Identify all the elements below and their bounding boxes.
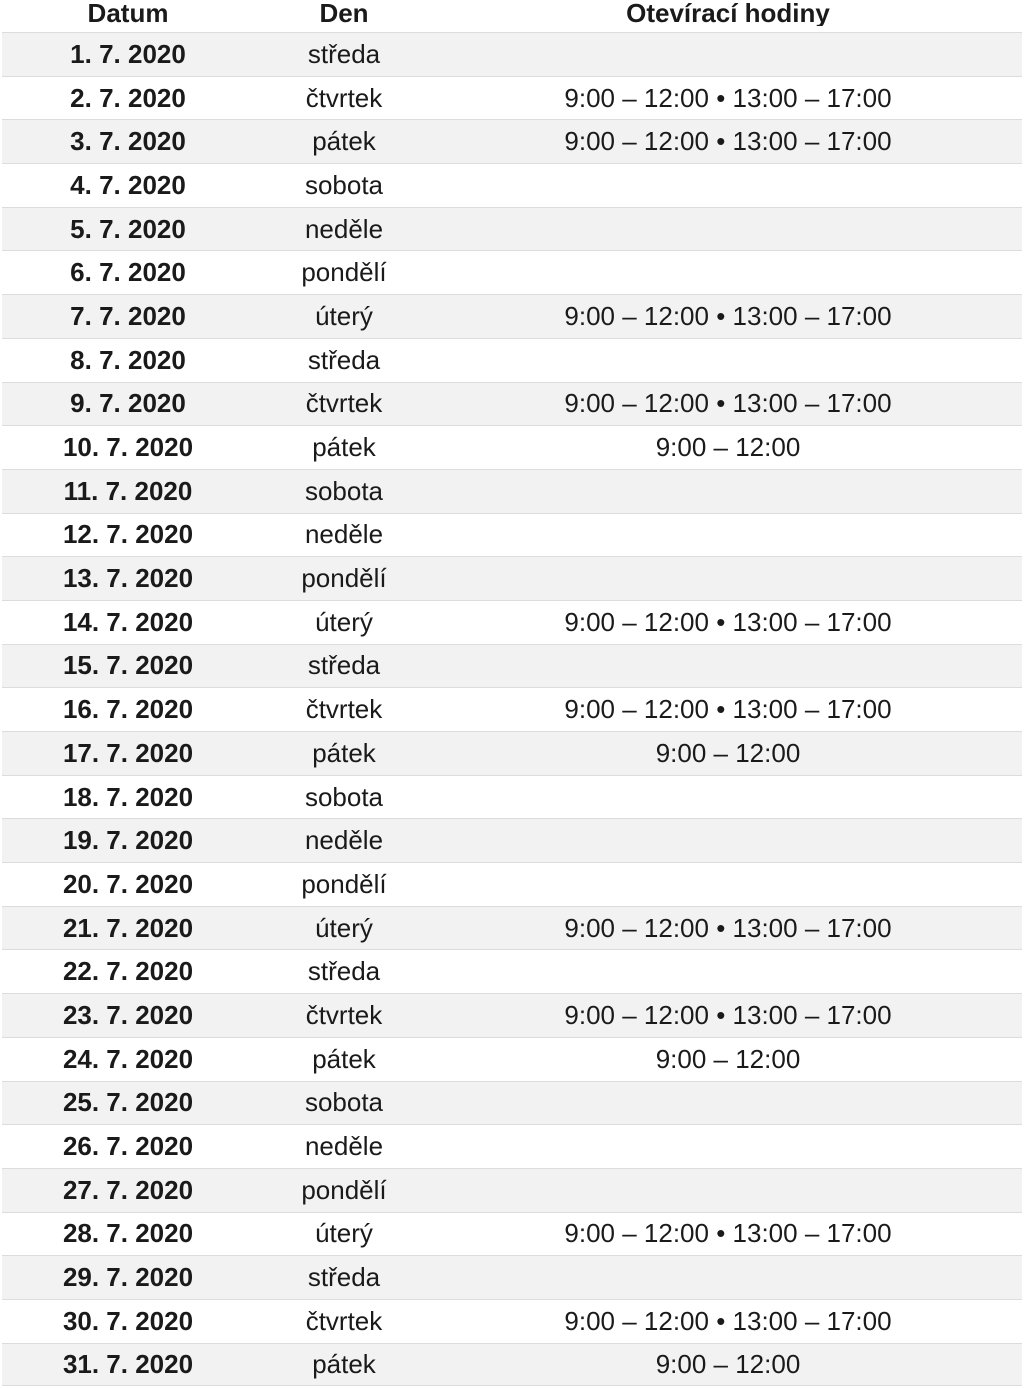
table-row <box>2 425 1022 469</box>
date-cell: 4. 7. 2020 <box>70 169 186 200</box>
day-cell: neděle <box>304 1131 384 1162</box>
opening-hours-cell: 9:00 – 12:00 • 13:00 – 17:00 <box>564 1218 892 1249</box>
date-cell: 29. 7. 2020 <box>62 1262 194 1293</box>
table-row <box>2 1037 1022 1081</box>
date-cell: 28. 7. 2020 <box>62 1218 194 1249</box>
date-cell: 21. 7. 2020 <box>62 912 194 943</box>
date-cell: 3. 7. 2020 <box>70 126 186 157</box>
table-row <box>2 294 1022 338</box>
day-cell: středa <box>307 650 381 681</box>
opening-hours-cell: 9:00 – 12:00 • 13:00 – 17:00 <box>564 912 892 943</box>
table-row <box>2 1081 1022 1125</box>
table-row <box>2 1299 1022 1343</box>
day-cell: sobota <box>304 475 384 506</box>
header-opening-hours: Otevírací hodiny <box>626 0 830 26</box>
date-cell: 27. 7. 2020 <box>62 1174 194 1205</box>
table-row <box>2 556 1022 600</box>
table-row <box>2 1212 1022 1256</box>
date-cell: 31. 7. 2020 <box>62 1348 194 1379</box>
day-cell: čtvrtek <box>305 999 383 1030</box>
header-day: Den <box>319 0 369 26</box>
table-row <box>2 731 1022 775</box>
day-cell: čtvrtek <box>305 82 383 113</box>
date-cell: 24. 7. 2020 <box>62 1043 194 1074</box>
day-cell: pátek <box>312 737 376 768</box>
date-cell: 14. 7. 2020 <box>62 606 194 637</box>
table-row <box>2 338 1022 382</box>
opening-hours-cell: 9:00 – 12:00 • 13:00 – 17:00 <box>564 300 892 331</box>
table-row <box>2 818 1022 862</box>
opening-hours-cell: 9:00 – 12:00 • 13:00 – 17:00 <box>564 1305 892 1336</box>
opening-hours-cell: 9:00 – 12:00 <box>655 737 801 768</box>
table-row <box>2 775 1022 819</box>
date-cell: 9. 7. 2020 <box>70 388 186 419</box>
table-row <box>2 1343 1022 1387</box>
date-cell: 2. 7. 2020 <box>70 82 186 113</box>
opening-hours-cell: 9:00 – 12:00 • 13:00 – 17:00 <box>564 388 892 419</box>
date-cell: 19. 7. 2020 <box>62 825 194 856</box>
date-cell: 8. 7. 2020 <box>70 344 186 375</box>
day-cell: čtvrtek <box>305 388 383 419</box>
day-cell: pondělí <box>301 563 387 594</box>
table-row <box>2 469 1022 513</box>
day-cell: pátek <box>312 432 376 463</box>
date-cell: 1. 7. 2020 <box>70 38 186 69</box>
day-cell: sobota <box>304 1087 384 1118</box>
table-row <box>2 993 1022 1037</box>
day-cell: pátek <box>312 1348 376 1379</box>
day-cell: pondělí <box>301 1174 387 1205</box>
day-cell: středa <box>307 344 381 375</box>
day-cell: neděle <box>304 213 384 244</box>
date-cell: 5. 7. 2020 <box>70 213 186 244</box>
day-cell: sobota <box>304 781 384 812</box>
day-cell: středa <box>307 1262 381 1293</box>
day-cell: pondělí <box>301 257 387 288</box>
table-row <box>2 1124 1022 1168</box>
date-cell: 18. 7. 2020 <box>62 781 194 812</box>
day-cell: středa <box>307 38 381 69</box>
table-row <box>2 906 1022 950</box>
opening-hours-cell: 9:00 – 12:00 • 13:00 – 17:00 <box>564 82 892 113</box>
date-cell: 16. 7. 2020 <box>62 694 194 725</box>
date-cell: 20. 7. 2020 <box>62 868 194 899</box>
date-cell: 11. 7. 2020 <box>63 475 193 506</box>
date-cell: 30. 7. 2020 <box>62 1305 194 1336</box>
table-body <box>2 32 1022 1386</box>
date-cell: 25. 7. 2020 <box>62 1087 194 1118</box>
table-row <box>2 382 1022 426</box>
table-row <box>2 644 1022 688</box>
date-cell: 26. 7. 2020 <box>62 1131 194 1162</box>
table-row <box>2 1168 1022 1212</box>
table-row <box>2 687 1022 731</box>
table-row <box>2 1255 1022 1299</box>
opening-hours-cell: 9:00 – 12:00 <box>655 1348 801 1379</box>
opening-hours-table <box>2 0 1022 1386</box>
header-date: Datum <box>87 0 169 26</box>
opening-hours-cell: 9:00 – 12:00 <box>655 1043 801 1074</box>
opening-hours-cell: 9:00 – 12:00 • 13:00 – 17:00 <box>564 999 892 1030</box>
table-row <box>2 119 1022 163</box>
date-cell: 10. 7. 2020 <box>62 432 194 463</box>
day-cell: pátek <box>312 1043 376 1074</box>
opening-hours-cell: 9:00 – 12:00 • 13:00 – 17:00 <box>564 126 892 157</box>
day-cell: neděle <box>304 519 384 550</box>
table-row <box>2 207 1022 251</box>
table-row <box>2 250 1022 294</box>
table-row <box>2 600 1022 644</box>
day-cell: neděle <box>304 825 384 856</box>
opening-hours-cell: 9:00 – 12:00 • 13:00 – 17:00 <box>564 606 892 637</box>
table-row <box>2 513 1022 557</box>
table-row <box>2 32 1022 76</box>
day-cell: úterý <box>315 300 373 331</box>
day-cell: pondělí <box>301 868 387 899</box>
table-row <box>2 163 1022 207</box>
day-cell: čtvrtek <box>305 694 383 725</box>
opening-hours-cell: 9:00 – 12:00 <box>655 432 801 463</box>
date-cell: 22. 7. 2020 <box>62 956 194 987</box>
day-cell: pátek <box>312 126 376 157</box>
table-header <box>2 0 1022 32</box>
date-cell: 23. 7. 2020 <box>62 999 194 1030</box>
opening-hours-cell: 9:00 – 12:00 • 13:00 – 17:00 <box>564 694 892 725</box>
table-row <box>2 862 1022 906</box>
day-cell: úterý <box>315 606 373 637</box>
date-cell: 13. 7. 2020 <box>62 563 194 594</box>
date-cell: 6. 7. 2020 <box>70 257 186 288</box>
date-cell: 15. 7. 2020 <box>62 650 194 681</box>
date-cell: 17. 7. 2020 <box>62 737 194 768</box>
date-cell: 7. 7. 2020 <box>70 300 186 331</box>
day-cell: čtvrtek <box>305 1305 383 1336</box>
table-row <box>2 76 1022 120</box>
day-cell: středa <box>307 956 381 987</box>
day-cell: úterý <box>315 912 373 943</box>
day-cell: sobota <box>304 169 384 200</box>
day-cell: úterý <box>315 1218 373 1249</box>
date-cell: 12. 7. 2020 <box>62 519 194 550</box>
table-row <box>2 949 1022 993</box>
